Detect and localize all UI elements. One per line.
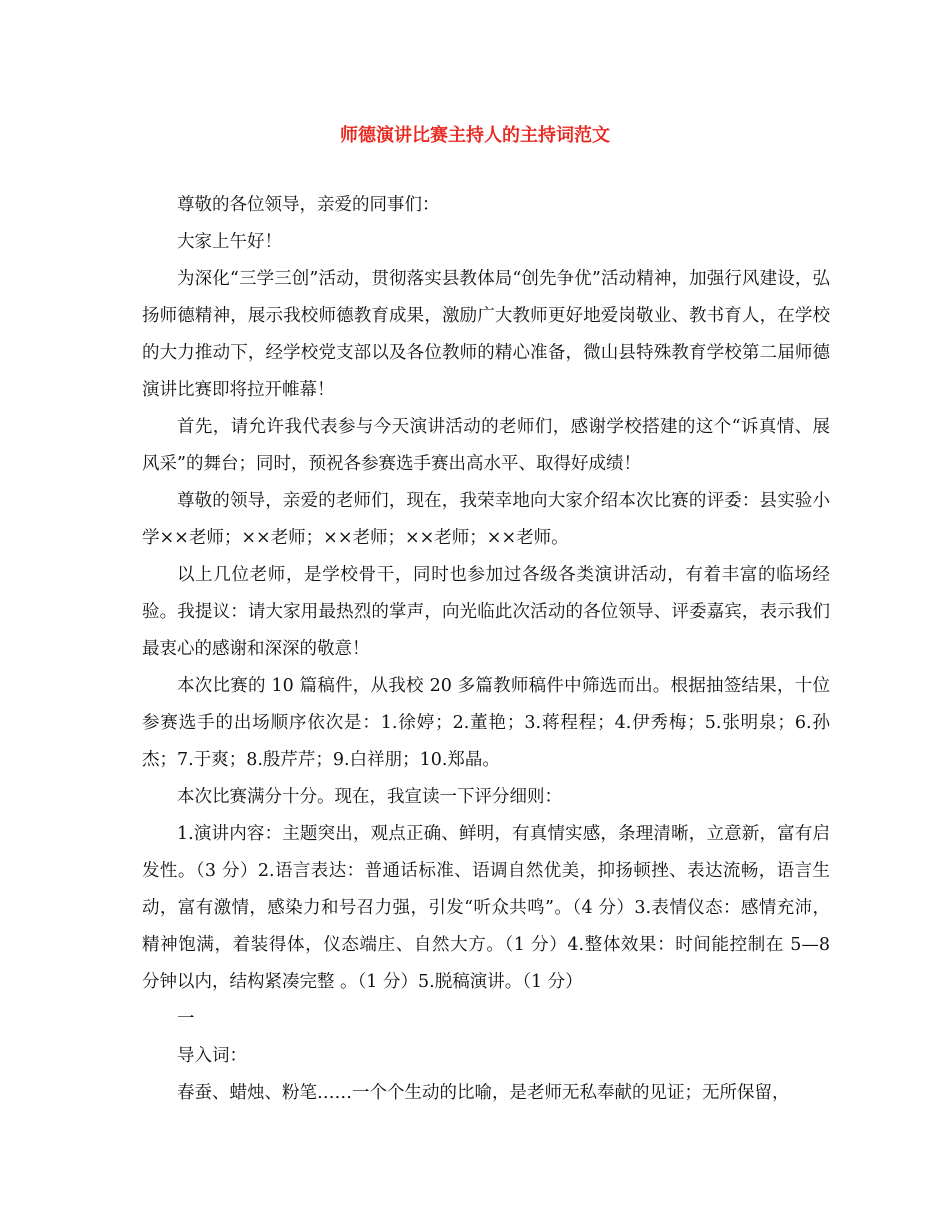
paragraph-contestants: 本次比赛的 10 篇稿件，从我校 20 多篇教师稿件中筛选而出。根据抽签结果，十位参赛选手的出场顺序依次是：1.徐婷；2.董艳；3.蒋程程；4.伊秀梅；5.张明泉；6.孙杰；7.于爽；8.殷芹芹；9.白祥朋；10.郑晶。 (142, 676, 830, 770)
paragraph-thanks: 首先，请允许我代表参与今天演讲活动的老师们，感谢学校搭建的这个“诉真情、展风采”的舞台；同时，预祝各参赛选手赛出高水平、取得好成绩！ (142, 417, 830, 474)
paragraph-hello: 大家上午好！ (177, 232, 282, 252)
document-body (142, 187, 830, 1112)
paragraph-lead-in: 春蚕、蜡烛、粉笔……一个个生动的比喻，是老师无私奉献的见证；无所保留， (177, 1083, 790, 1103)
paragraph-judges: 尊敬的领导，亲爱的老师们，现在，我荣幸地向大家介绍本次比赛的评委：县实验小学××老师；××老师；××老师；××老师；××老师。 (142, 491, 830, 548)
paragraph-applause: 以上几位老师，是学校骨干，同时也参加过各级各类演讲活动，有着丰富的临场经验。我提议：请大家用最热烈的掌声，向光临此次活动的各位领导、评委嘉宾，表示我们最衷心的感谢和深深的敬意！ (142, 565, 830, 659)
paragraph-greeting: 尊敬的各位领导，亲爱的同事们： (177, 195, 440, 215)
document-title: 师德演讲比赛主持人的主持词范文 (340, 125, 610, 146)
paragraph-lead-in-label: 导入词： (177, 1046, 247, 1066)
paragraph-scoring-rules: 1.演讲内容：主题突出，观点正确、鲜明，有真情实感，条理清晰，立意新，富有启发性。（3 分）2.语言表达：普通话标准、语调自然优美，抑扬顿挫、表达流畅，语言生动，富有激情，感染力和号召力强，引发“听众共鸣”。（4 分）3.表情仪态：感情充沛，精神饱满，着装得体，仪态端庄、自然大方。（1 分）4.整体效果：时间能控制在 5—8 分钟以内，结构紧凑完整 。（1 分）5.脱稿演讲。（1 分） (142, 824, 830, 992)
paragraph-section-one: 一 (177, 1009, 195, 1029)
paragraph-intro: 为深化“三学三创”活动，贯彻落实县教体局“创先争优”活动精神，加强行风建设，弘扬师德精神，展示我校师德教育成果，激励广大教师更好地爱岗敬业、教书育人，在学校的大力推动下，经学校党支部以及各位教师的精心准备，微山县特殊教育学校第二届师德演讲比赛即将拉开帷幕！ (142, 269, 830, 400)
paragraph-scoring-intro: 本次比赛满分十分。现在，我宣读一下评分细则： (177, 787, 562, 807)
